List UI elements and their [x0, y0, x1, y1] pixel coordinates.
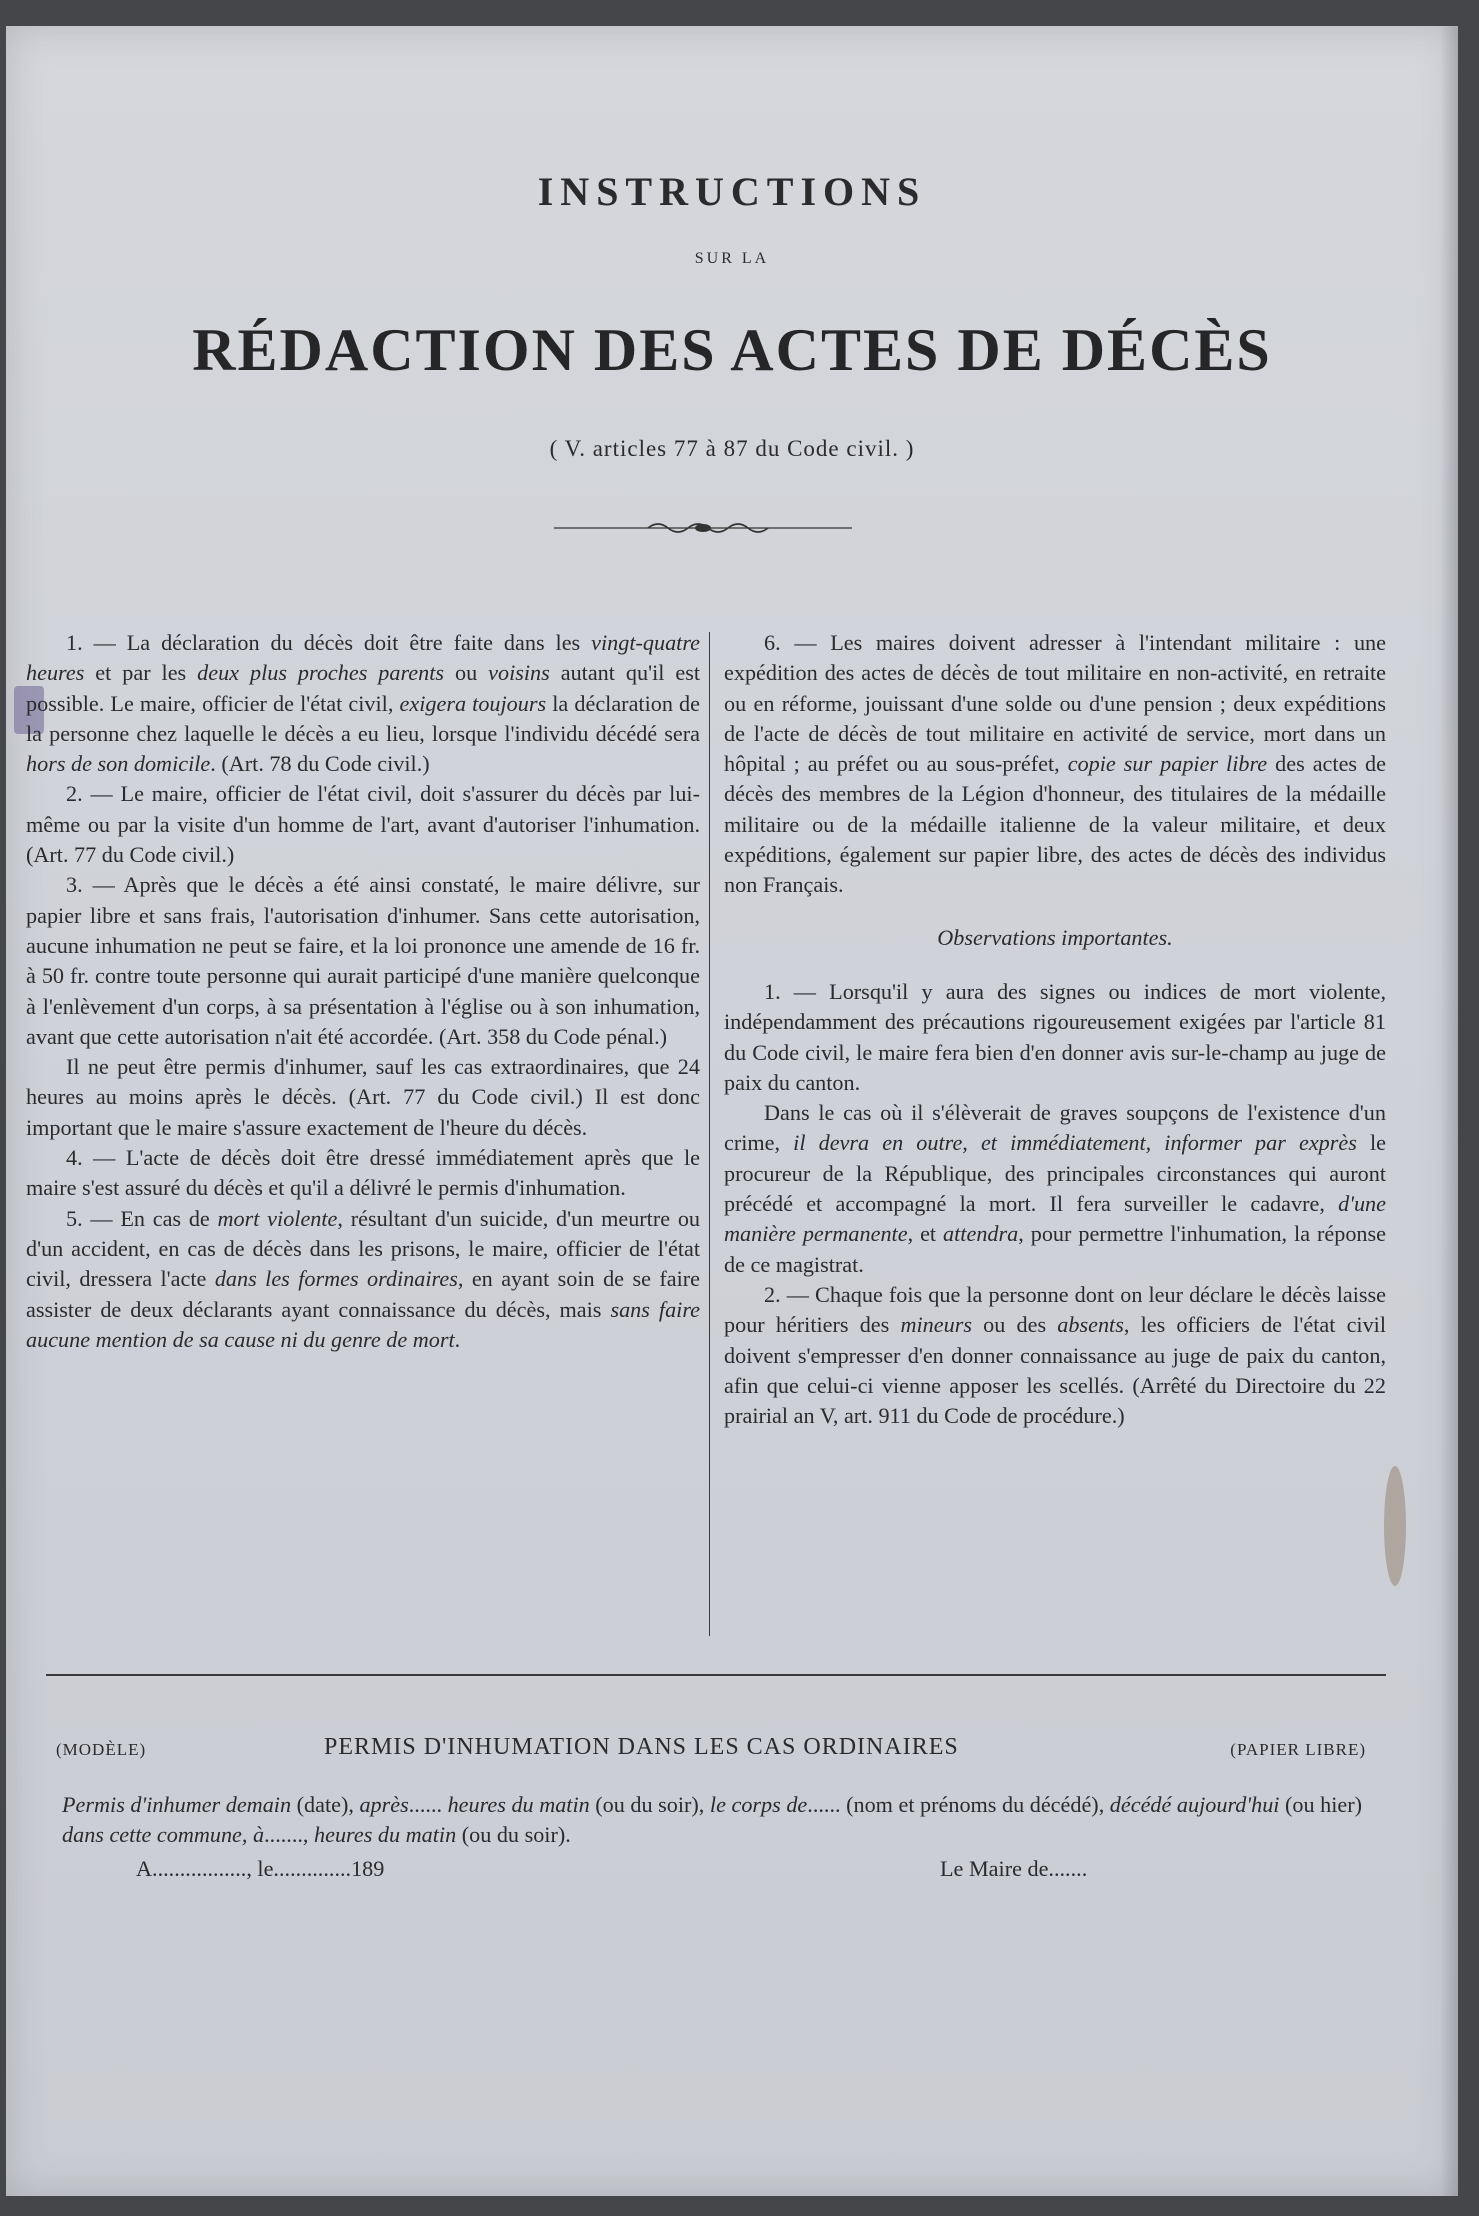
text-run: ou des	[971, 1312, 1058, 1338]
italic-text: après	[359, 1792, 409, 1817]
text-run: (ou du soir),	[589, 1792, 710, 1817]
article-number: 1.	[66, 630, 83, 655]
italic-text: dans cette commune, à	[62, 1822, 265, 1847]
italic-text: d'une manière permanente	[724, 1191, 1386, 1247]
observation-paragraph	[724, 1280, 1386, 1431]
text-run: (ou du soir).	[456, 1822, 571, 1847]
italic-text: exigera toujours	[399, 690, 547, 716]
ornament-divider	[554, 516, 852, 540]
text-run: — Lorsqu'il y aura des signes ou indices de mort violente, indépendamment des précautions rigoureusement exigées par l'article 81 du Code civil, le maire fera bien d'en donner avis sur-le-champ au juge de paix du canton.	[724, 978, 1386, 1095]
italic-text: dans les formes ordinaires	[214, 1266, 458, 1292]
text-run: Il ne peut être permis d'inhumer, sauf les cas extraordinaires, que 24 heures au moins après le décès. (Art. 77 du Code civil.) Il est donc important que le maire s'assure exactement de l'heure du décès.	[26, 1054, 700, 1140]
text-run: , les officiers de l'état civil doivent s'empresser d'en donner connaissance au juge de paix du canton, afin que celui-ci vienne apposer les scellés. (Arrêté du Directoire du 22 prairial an V, art. 911 du Code de procédure.)	[724, 1312, 1386, 1429]
text-run: — En cas de	[82, 1205, 218, 1231]
article-number: 6.	[764, 630, 781, 655]
article-paragraph	[724, 628, 1386, 901]
text-run: (date),	[291, 1792, 360, 1817]
text-run: ......	[408, 1792, 448, 1817]
article-number: 4.	[66, 1145, 83, 1171]
page-title: RÉDACTION DES ACTES DE DÉCÈS	[192, 317, 1272, 383]
column-divider	[709, 632, 710, 1636]
text-run: .	[454, 1326, 461, 1352]
italic-text: voisins	[488, 660, 550, 686]
text-run: — Après que le décès a été ainsi constaté, le maire délivre, sur papier libre et sans frais, l'autorisation d'inhumer. Sans cette autorisation, aucune inhumation ne peut se faire, et la loi prononce une amende de 16 fr. à 50 fr. contre toute personne qui aurait participé d'une manière quelconque à l'enlèvement d'un corps, à sa présentation à l'église ou à son inhumation, avant que cette autorisation n'ait été accordée. (Art. 358 du Code pénal.)	[26, 872, 700, 1049]
text-run: ou	[444, 660, 489, 686]
italic-text: mineurs	[900, 1312, 972, 1338]
italic-text: heures du matin	[314, 1822, 457, 1847]
article-paragraph	[26, 1143, 700, 1204]
page-stain	[1384, 1466, 1406, 1586]
italic-text: copie sur papier libre	[1067, 751, 1268, 777]
italic-text: le corps de	[709, 1792, 808, 1817]
italic-text: décédé aujourd'hui	[1109, 1792, 1280, 1817]
italic-text: sans faire aucune mention de sa cause ni du genre de mort	[26, 1296, 700, 1352]
text-run: . (Art. 78 du Code civil.)	[210, 751, 430, 777]
text-run: — L'acte de décès doit être dressé immédiatement après que le maire s'est assuré du décès et qu'il a délivré le permis d'inhumation.	[26, 1145, 700, 1201]
permit-place-date: A................., le..............189	[136, 1856, 385, 1881]
text-run: , en ayant soin de se faire assister de deux déclarants ayant connaissance du décès, mais	[26, 1266, 700, 1322]
article-paragraph	[26, 870, 700, 1052]
italic-text: mort violente	[217, 1205, 338, 1231]
heading-instructions: INSTRUCTIONS	[537, 169, 927, 214]
article-number: 2.	[764, 1281, 781, 1307]
italic-text: vingt-quatre heures	[26, 630, 700, 686]
article-paragraph	[26, 1052, 700, 1143]
article-number: 1.	[764, 978, 781, 1004]
permit-body-text	[62, 1790, 1390, 1850]
text-run: , et	[907, 1221, 944, 1247]
permit-modele-label: (MODÈLE)	[56, 1740, 147, 1759]
section-rule	[46, 1674, 1386, 1676]
right-column-articles	[724, 628, 1386, 901]
text-run: — Chaque fois que la personne dont on leur déclare le décès laisse pour héritiers des	[724, 1281, 1386, 1338]
text-run: , pour permettre l'inhumation, la réponse de ce magistrat.	[724, 1221, 1386, 1277]
text-run: et par les	[84, 660, 198, 686]
text-run: (ou hier)	[1279, 1792, 1363, 1817]
text-run: la déclaration de la personne chez laquelle le décès a eu lieu, lorsque l'individu décédé sera	[26, 690, 700, 746]
italic-text: deux plus proches parents	[197, 660, 445, 686]
italic-text: heures du matin	[447, 1792, 590, 1817]
document-page	[6, 26, 1458, 2196]
text-run: ...... (nom et prénoms du décédé),	[807, 1792, 1110, 1817]
italic-text: absents	[1057, 1312, 1124, 1338]
observations-heading: Observations importantes.	[937, 924, 1173, 950]
right-column	[724, 628, 1386, 1431]
left-column	[26, 628, 700, 1355]
italic-text: hors de son domicile	[26, 751, 211, 777]
article-number: 5.	[66, 1205, 83, 1231]
article-paragraph	[26, 779, 700, 870]
text-run: — La déclaration du décès doit être faite dans les	[82, 630, 592, 655]
permit-title: PERMIS D'INHUMATION DANS LES CAS ORDINAIRES	[324, 1734, 959, 1760]
text-run: , résultant d'un suicide, d'un meurtre ou d'un accident, en cas de décès dans les prisons, le maire, officier de l'état civil, dressera l'acte	[26, 1205, 701, 1292]
text-run: .......,	[264, 1822, 315, 1847]
text-run: des actes de décès des membres de la Légion d'honneur, des titulaires de la médaille militaire ou de la médaille italienne de la valeur militaire, et deux expéditions, également sur papier libre, des actes de décès des individus non Français.	[724, 751, 1386, 898]
permit-body	[62, 1790, 1390, 1850]
text-run: le procureur de la République, des principales circonstances qui auront précédé et accompagné la mort. Il fera surveiller le cadavre,	[724, 1130, 1387, 1217]
article-number: 2.	[66, 781, 83, 807]
italic-text: Permis d'inhumer demain	[62, 1792, 292, 1817]
permit-papier-label: (PAPIER LIBRE)	[1230, 1740, 1366, 1759]
text-run: autant qu'il est possible. Le maire, officier de l'état civil,	[26, 660, 700, 716]
heading-connector: SUR LA	[694, 250, 770, 267]
text-run: Dans le cas où il s'élèverait de graves soupçons de l'existence d'un crime,	[724, 1100, 1386, 1156]
page-subtitle: ( V. articles 77 à 87 du Code civil. )	[549, 436, 915, 461]
permit-signature: Le Maire de.......	[940, 1856, 1088, 1881]
observation-paragraph	[724, 977, 1386, 1098]
text-run: — Les maires doivent adresser à l'intendant militaire : une expédition des actes de décès de tout militaire en non-activité, en retraite ou en réforme, jouissant d'une solde ou d'une pension ; deux expéditions de l'acte de décès de tout militaire en activité de service, mort dans un hôpital ; au préfet ou au sous-préfet,	[724, 630, 1386, 777]
italic-text: il devra en outre, et immédiatement, informer par exprès	[793, 1130, 1357, 1156]
article-number: 3.	[66, 872, 83, 898]
italic-text: attendra	[943, 1221, 1019, 1247]
article-paragraph	[26, 628, 700, 779]
permit-header	[56, 1734, 1366, 1764]
article-paragraph	[26, 1204, 700, 1355]
text-run: — Le maire, officier de l'état civil, doit s'assurer du décès par lui-même ou par la visite d'un homme de l'art, avant d'autoriser l'inhumation. (Art. 77 du Code civil.)	[26, 781, 700, 868]
observation-paragraph	[724, 1098, 1386, 1280]
observations-list	[724, 977, 1386, 1431]
